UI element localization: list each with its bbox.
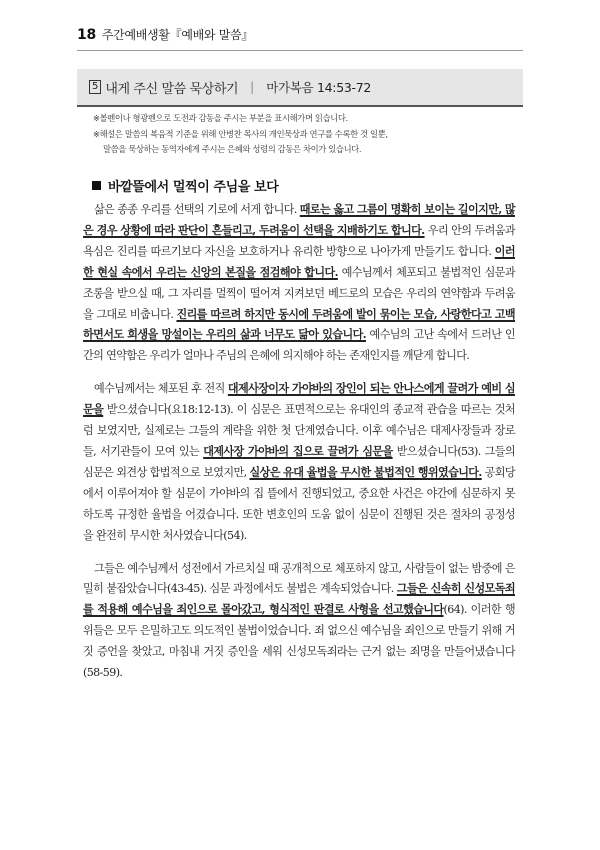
square-bullet-icon [92, 181, 101, 190]
note-line: 말씀을 묵상하는 동역자에게 주시는 은혜와 성령의 감동은 차이가 있습니다. [103, 144, 362, 154]
text-run: 그들은 예수님께서 성전에서 가르치실 때 공개적으로 체포하지 않고, 사람들이 없는 밤중에 은밀히 붙잡았습니다(43-45). 심문 과정에서도 불법은 계속되었습니다. [83, 561, 515, 596]
section-title-box [77, 69, 523, 107]
note-line: ※볼펜이나 형광펜으로 도전과 감동을 주시는 부분을 표시해가며 읽습니다. [93, 113, 348, 123]
text-run: 예수님께서는 체포된 후 전직 [94, 382, 228, 396]
text-run: 받으셨습니다(53). 그들의 심문은 외견상 합법적으로 보였지만, [83, 444, 515, 479]
text-run: 받으셨습니다(요18:12-13). 이 심문은 표면적으로는 유대인의 종교적 관습을 따르는 것처럼 보였지만, 실제로는 그들의 계략을 위한 첫 단계였습니다. 이후 예수님은 대제사장들과 장로들, 서기관들이 모여 있는 [83, 403, 515, 458]
section-number: 5 [89, 80, 101, 94]
page-number: 18 [77, 27, 96, 43]
book-title: 주간예배생활『예배와 말씀』 [101, 28, 254, 42]
heading-text: 바깥뜰에서 멀찍이 주님을 보다 [108, 180, 279, 195]
body-text [83, 200, 515, 696]
text-run: 우리 안의 두려움과 욕심은 진리를 따르기보다 자신을 보호하거나 유리한 방향으로 나아가게 만들기도 합니다. [83, 223, 515, 258]
section-title: 내게 주신 말씀 묵상하기 [105, 81, 239, 97]
scripture-reference: 마가복음 14:53-72 [266, 80, 372, 95]
text-run: 예수님의 고난 속에서 드러난 인간의 연약함은 우리가 얼마나 주님의 은혜에 의지해야 하는 존재인지를 깨닫게 합니다. [83, 328, 515, 363]
reading-notes [93, 111, 513, 158]
body-paragraph [83, 379, 515, 546]
body-paragraph [83, 200, 515, 367]
emphasized-text: 진리를 따르려 하지만 동시에 두려움에 발이 묶이는 모습, 사랑한다고 고백하면서도 희생을 망설이는 우리의 삶과 너무도 닮아 있습니다. [83, 307, 516, 342]
emphasized-text: 실상은 유대 율법을 무시한 불법적인 행위였습니다. [249, 465, 482, 479]
emphasized-text: 그들은 신속히 신성모독죄를 적용해 예수님을 죄인으로 몰아갔고, 형식적인 판결로 사형을 선고했습니다 [83, 582, 516, 617]
emphasized-text: 대제사장 가야바의 집으로 끌려가 심문을 [203, 444, 393, 458]
running-head [77, 26, 253, 43]
text-run: (64). 이러한 행위들은 모두 은밀하고도 의도적인 불법이었습니다. 죄 없으신 예수님을 죄인으로 만들기 위해 거짓 증언을 찾았고, 마침내 거짓 증인을 세워 신성모독죄라는 근거 없는 죄명을 만들어냈습니다(58-59). [83, 603, 516, 680]
text-run: 공회당에서 이루어져야 할 심문이 가야바의 집 뜰에서 진행되었고, 중요한 사건은 야간에 심문하지 못하도록 규정한 율법을 어겼습니다. 또한 변호인의 도움 없이 심문이 진행된 것은 절차의 공정성을 완전히 무시한 처사였습니다(54). [83, 465, 515, 542]
emphasized-text: 대제사장이자 가야바의 장인이 되는 안나스에게 끌려가 예비 심문을 [83, 382, 515, 417]
emphasized-text: 이러한 현실 속에서 우리는 신앙의 본질을 점검해야 합니다. [83, 244, 515, 279]
title-separator: | [250, 80, 255, 94]
subsection-heading [92, 176, 278, 195]
text-run: 예수님께서 체포되고 불법적인 심문과 조롱을 받으실 때, 그 자리를 멀찍이 떨어져 지켜보던 베드로의 모습은 우리의 연약함과 두려움을 그대로 비춥니다. [83, 265, 515, 321]
header-rule [77, 50, 523, 51]
body-paragraph [83, 559, 515, 684]
emphasized-text: 때로는 옳고 그름이 명확히 보이는 길이지만, 많은 경우 상황에 따라 판단이 흔들리고, 두려움이 선택을 지배하기도 합니다. [83, 203, 515, 237]
text-run: 삶은 종종 우리를 선택의 기로에 서게 합니다. [94, 203, 300, 216]
note-line: ※해설은 말씀의 복음적 기준을 위해 안병찬 목사의 개인묵상과 연구를 수록한 것 일뿐, [93, 128, 388, 139]
